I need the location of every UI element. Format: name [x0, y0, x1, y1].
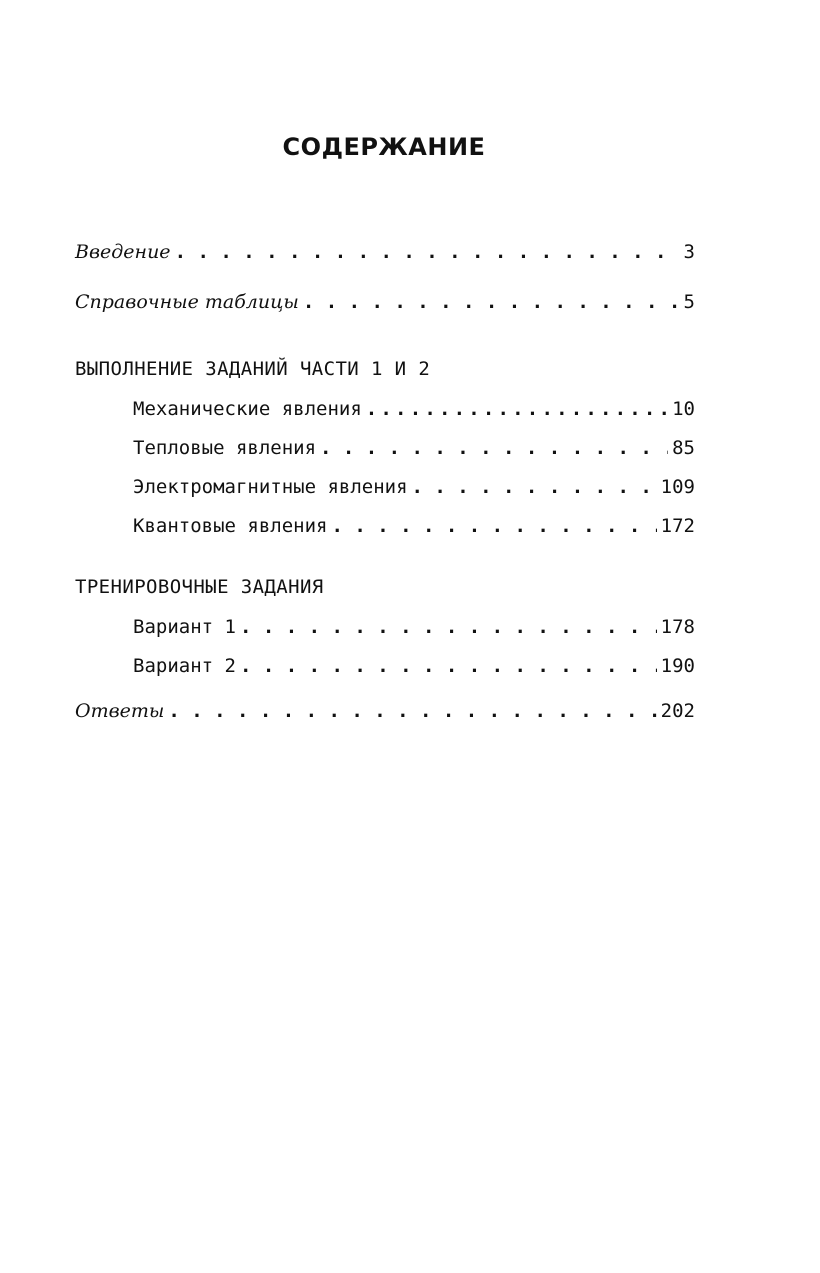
toc-entry-quantum[interactable]	[133, 514, 695, 538]
toc-entry-electromagnetic[interactable]	[133, 475, 695, 499]
toc-entry-label: Электромагнитные явления	[133, 476, 408, 498]
toc-leader-dots	[320, 436, 668, 460]
toc-entry-page: 109	[660, 476, 695, 498]
toc-entry-page: 178	[660, 616, 695, 638]
toc-leader-dots	[412, 475, 657, 499]
toc-entry-page: 85	[672, 437, 695, 459]
toc-entry-page: 172	[660, 515, 695, 537]
toc-entry-page: 10	[672, 398, 695, 420]
toc-leader-dots	[168, 699, 656, 723]
page-title: СОДЕРЖАНИЕ	[282, 133, 486, 161]
toc-entry-variant-2[interactable]	[133, 654, 695, 678]
toc-entry-page: 3	[683, 241, 695, 263]
toc-entry-reference-tables[interactable]	[75, 290, 695, 314]
toc-entry-label: Введение	[75, 241, 171, 263]
toc-leader-dots	[366, 397, 668, 421]
toc-leader-dots	[240, 615, 657, 639]
toc-entry-label: Механические явления	[133, 398, 362, 420]
section-heading-training: ТРЕНИРОВОЧНЫЕ ЗАДАНИЯ	[75, 576, 324, 598]
toc-entry-label: Вариант 1	[133, 616, 236, 638]
toc-entry-label: Ответы	[75, 700, 165, 722]
toc-leader-dots	[175, 240, 680, 264]
toc-entry-thermal[interactable]	[133, 436, 695, 460]
toc-leader-dots	[240, 654, 657, 678]
toc-entry-introduction[interactable]	[75, 240, 695, 264]
toc-entry-mechanics[interactable]	[133, 397, 695, 421]
section-heading-tasks: ВЫПОЛНЕНИЕ ЗАДАНИЙ ЧАСТИ 1 И 2	[75, 358, 431, 380]
toc-entry-label: Справочные таблицы	[75, 291, 299, 313]
toc-entry-page: 190	[660, 655, 695, 677]
toc-entry-label: Вариант 2	[133, 655, 236, 677]
toc-entry-answers[interactable]	[75, 699, 695, 723]
toc-leader-dots	[303, 290, 680, 314]
toc-entry-page: 5	[683, 291, 695, 313]
toc-entry-label: Квантовые явления	[133, 515, 328, 537]
toc-entry-variant-1[interactable]	[133, 615, 695, 639]
toc-entry-page: 202	[660, 700, 695, 722]
toc-leader-dots	[331, 514, 656, 538]
toc-entry-label: Тепловые явления	[133, 437, 317, 459]
